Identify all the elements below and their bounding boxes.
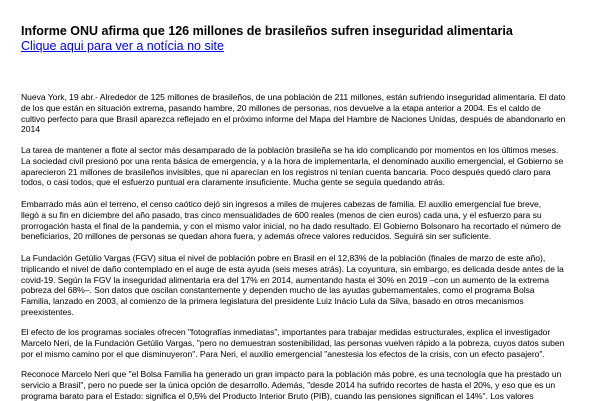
paragraph-line: La tarea de mantener a flote al sector más desamparado de la población brasileña se ha ido complicando por momentos en los últimos meses. bbox=[21, 145, 559, 155]
source-site-link[interactable]: Clique aqui para ver a notícia no site bbox=[21, 39, 224, 53]
paragraph-line: Nueva York, 19 abr.- Alrededor de 125 millones de brasileños, de una población de 211 millones, están sufriendo inseguridad alimentaria. El dato bbox=[21, 92, 566, 102]
paragraph-line: llegó a su fin en diciembre del año pasado, tras cinco mensualidades de 600 reales (menos de cien euros) cada una, y el esfuerzo para su bbox=[21, 209, 542, 220]
paragraph-line: Marcelo Neri, de la Fundación Getúlio Vargas, "pero no demuestran sostenibilidad, las personas vuelven rápido a la pobreza, cuyos datos suben bbox=[21, 337, 565, 348]
paragraph-line: covid-19. Según la FGV la inseguridad alimentaria era del 17% en 2014, aumentando hasta el 30% en 2019 –con un aumento de la extrema bbox=[21, 274, 549, 285]
paragraph-line: La Fundación Getúlio Vargas (FGV) situa el nivel de población pobre en Brasil en el 12,83% de la población (finales de marzo de este año), bbox=[21, 253, 546, 263]
article-title: Informe ONU afirma que 126 millones de brasileños sufren inseguridad alimentaria bbox=[21, 24, 513, 38]
paragraph-line: prorrogación hasta el final de la pandemia, y con el mismo valor inicial, no ha dado resultado. El Gobierno Bolsonaro ha recortado el número de bbox=[21, 220, 561, 231]
article-paragraph-3 bbox=[21, 199, 596, 242]
paragraph-line: beneficiarios, 20 millones de personas se quedan ahora fuera, y además ofrece valores reducidos. Seguirá sin ser suficiente. bbox=[21, 231, 492, 242]
article-paragraph-6 bbox=[21, 369, 596, 401]
paragraph-line: 2014 bbox=[21, 124, 40, 135]
article-paragraph-2 bbox=[21, 145, 596, 188]
paragraph-line: servicio a Brasil", pero no puede ser la única opción de desarrollo. Además, "desde 2014 ha sufrido recortes de hasta el 20%, y eso que es un bbox=[21, 379, 556, 390]
paragraph-line: cultivo perfecto para que Brasil aparezca reflejado en el próximo informe del Mapa del Hambre de Naciones Unidas, después de abandonarlo en bbox=[21, 113, 566, 124]
article-paragraph-5 bbox=[21, 327, 596, 359]
paragraph-line: aparecieron 21 millones de brasileños invisibles, que ni aparecían en los registros ni tenían cuenta bancaria. Poco después quedó claro para bbox=[21, 166, 551, 177]
paragraph-line: Embarrado más aún el terreno, el censo caótico dejó sin ingresos a miles de mujeres cabezas de familia. El auxilio emergencial fue breve, bbox=[21, 199, 542, 209]
paragraph-line: pobreza del 68%–. Son datos que oscilan constantemente y dependen mucho de las ayudas gubernamentales, como el programa Bolsa bbox=[21, 285, 535, 296]
paragraph-line: preexistentes. bbox=[21, 306, 74, 317]
paragraph-line: Familia, lanzado en 2003, al comienzo de la primera legislatura del presidente Luiz Inácio Lula da Silva, basado en otros mecanismos bbox=[21, 296, 524, 307]
paragraph-line: triplicando el nivel de daño contemplado en el auge de esta ayuda (seis meses atrás). La coyuntura, sin embargo, es delicada desde antes de la bbox=[21, 263, 564, 274]
paragraph-line: Reconoce Marcelo Neri que "el Bolsa Familia ha generado un gran impacto para la población más pobre, es una tecnología que ha prestado un bbox=[21, 369, 562, 379]
paragraph-line: La sociedad civil presionó por una renta básica de emergencia, y a la hora de implementarla, el denominado auxilio emergencial, el Gobierno se bbox=[21, 155, 564, 166]
paragraph-line: de los que están en situación extrema, pasando hambre, 20 millones de personas, nos devuelve a la etapa anterior a 2004. Es el caldo de bbox=[21, 102, 541, 113]
paragraph-line: programa barato para el Estado: significa el 0,5% del Producto Interior Bruto (PIB), cuando las pensiones significan el 14%". Los valores bbox=[21, 390, 534, 401]
article-paragraph-1 bbox=[21, 92, 596, 135]
article-paragraph-4 bbox=[21, 253, 596, 318]
paragraph-line: por el mismo camino por el que disminuyeron". Para Neri, el auxilio emergencial "anestesia los efectos de la crisis, con un efecto pasajero". bbox=[21, 348, 545, 359]
paragraph-line: El efecto de los programas sociales ofrecen "fotografías inmediatas", importantes para trabajar medidas estructurales, explica el investigador bbox=[21, 327, 551, 337]
paragraph-line: todos, o casi todos, que el esfuerzo puntual era claramente insuficiente. Mucha gente se seguía quedando atrás. bbox=[21, 177, 445, 188]
